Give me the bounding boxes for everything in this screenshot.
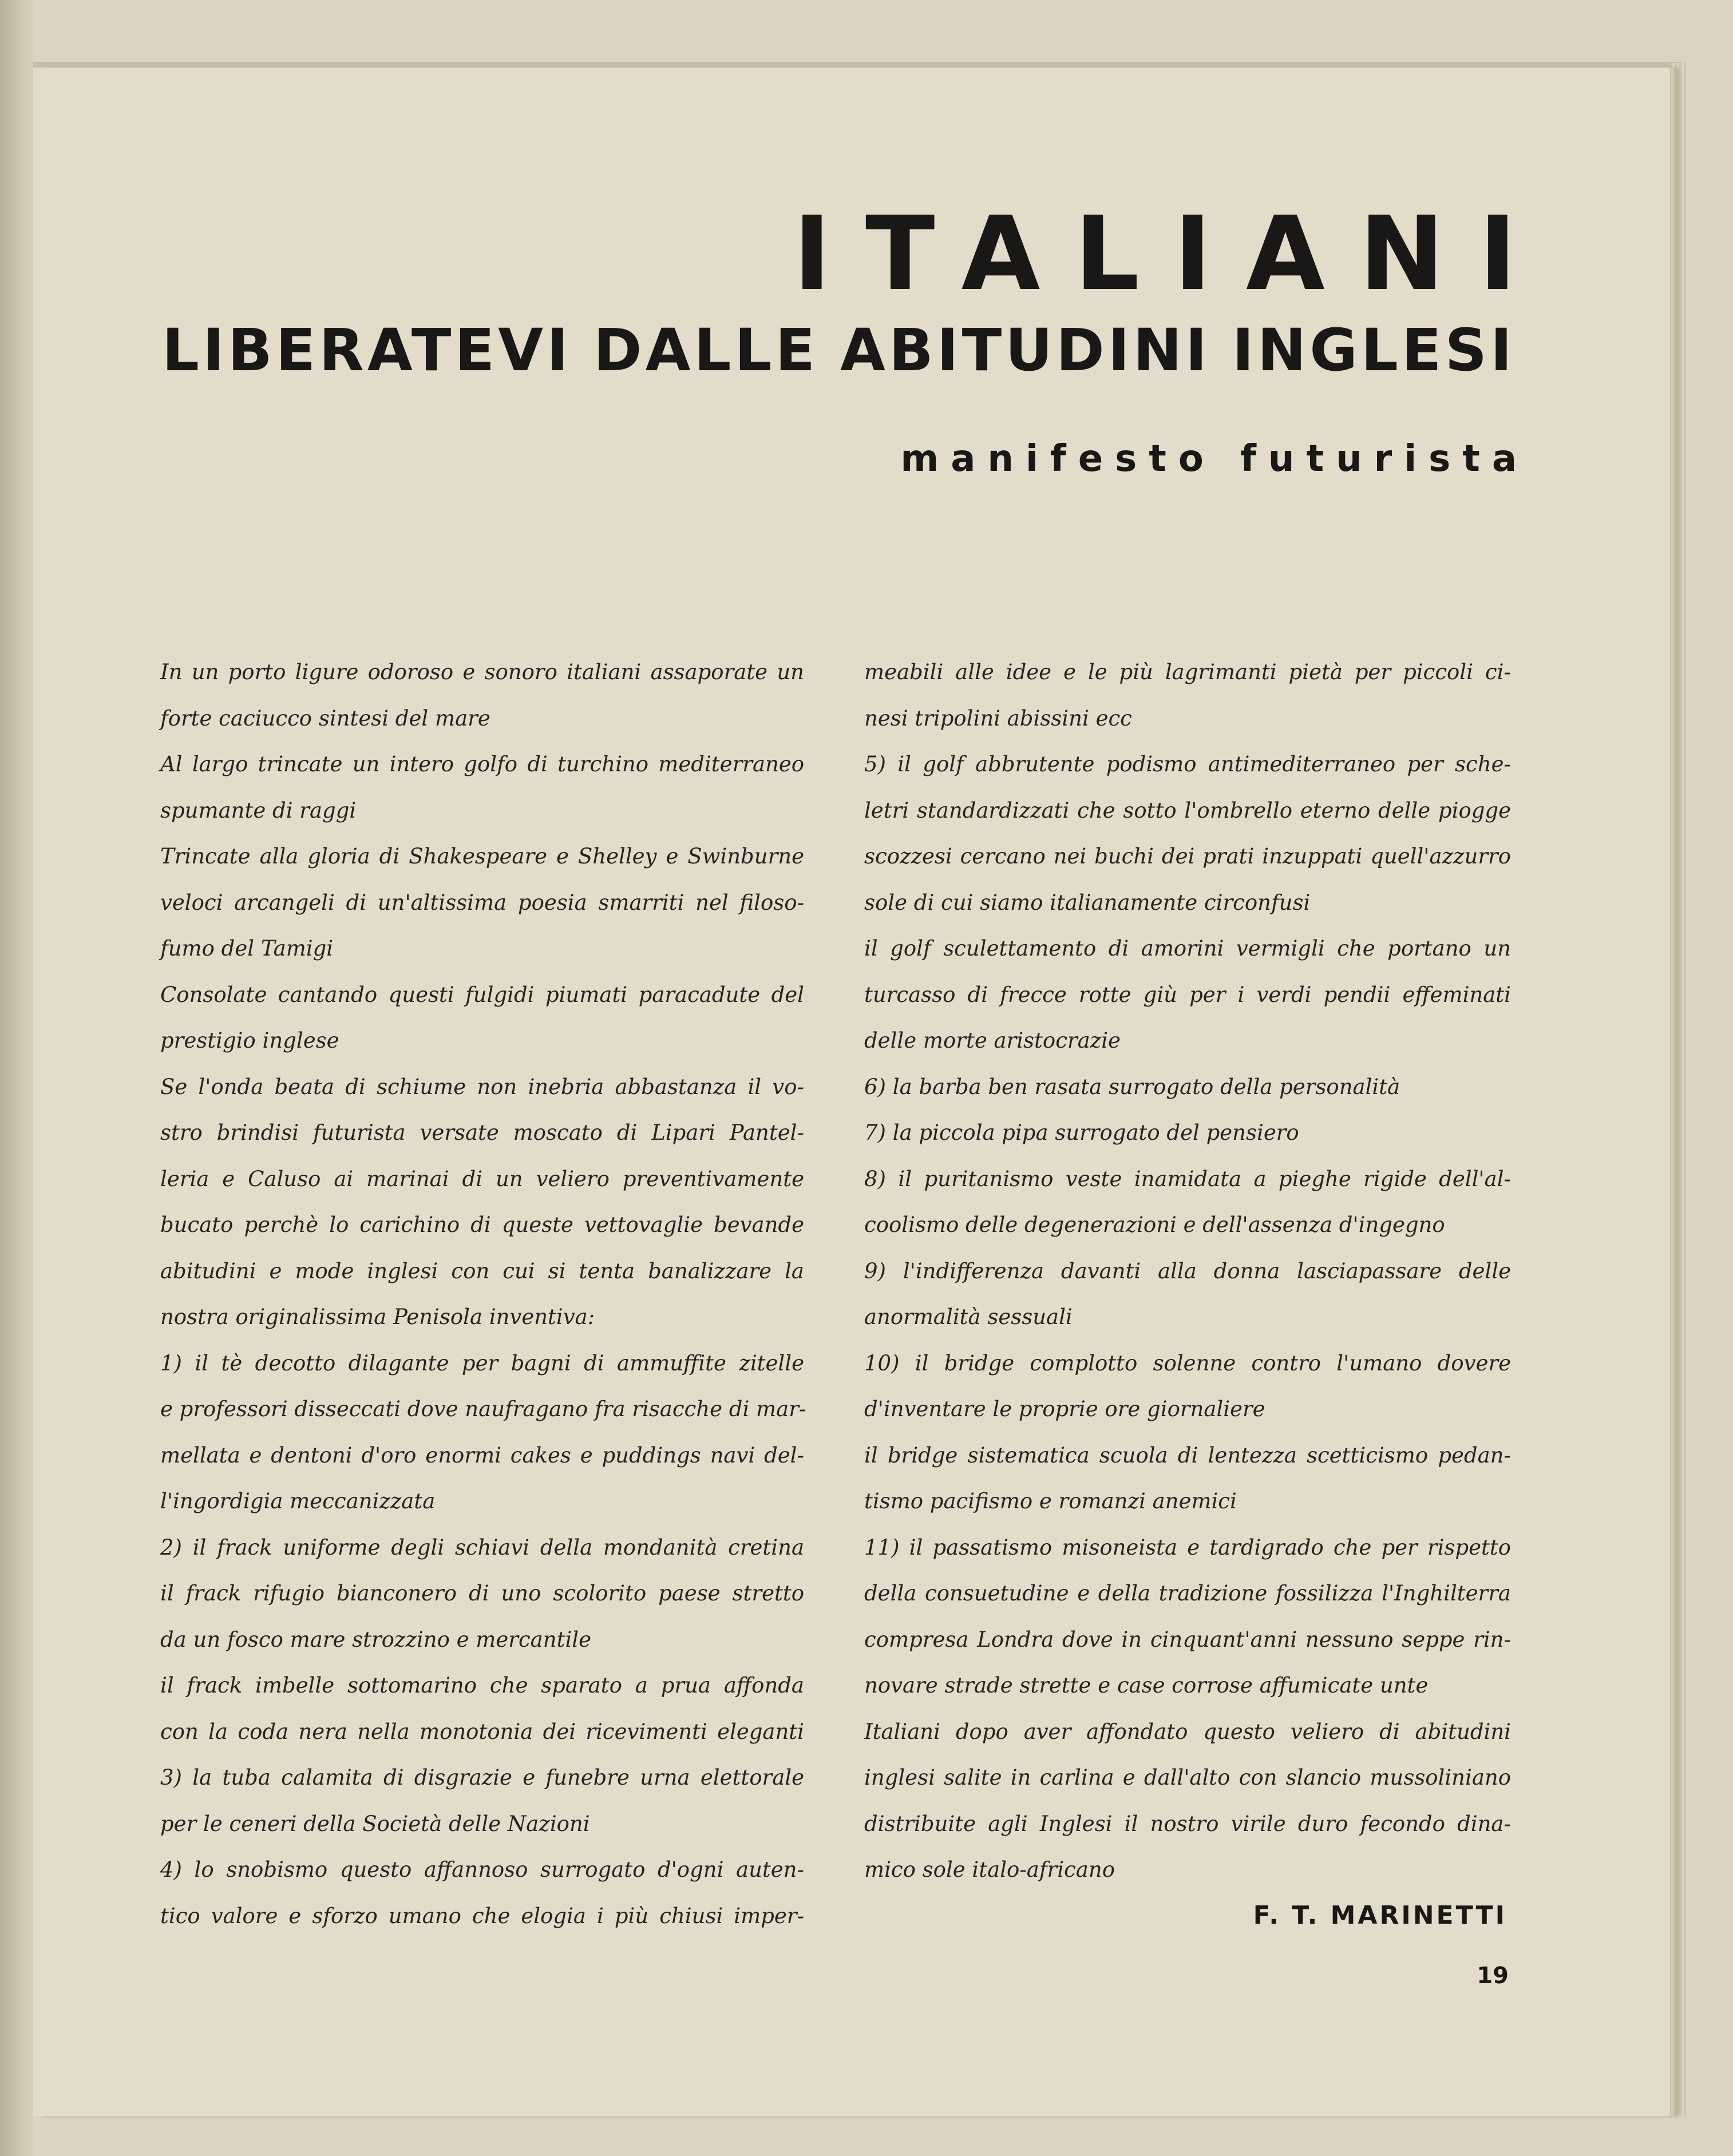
text-line: l'ingordigia meccanizzata [160,1489,436,1513]
text-line: 8) il puritanismo veste inamidata a pieghe rigide dell'al- [864,1166,1511,1191]
text-line: letri standardizzati che sotto l'ombrello eterno delle piogge [864,798,1511,823]
text-line: sole di cui siamo italianamente circonfusi [864,890,1311,915]
text-line: 10) il bridge complotto solenne contro l'umano dovere [864,1350,1511,1376]
text-line: inglesi salite in carlina e dall'alto con slancio mussoliniano [864,1765,1511,1790]
text-line: nesi tripolini abissini ecc [864,706,1132,731]
text-line: bucato perchè lo carichino di queste vettovaglie bevande [160,1212,804,1237]
body-column-left [160,649,804,1939]
article-kicker: manifesto futurista [900,438,1529,480]
text-line: mellata e dentoni d'oro enormi cakes e puddings navi del- [160,1442,804,1468]
page-stack-edge [1670,63,1687,2117]
text-line: da un fosco mare strozzino e mercantile [160,1627,592,1652]
text-line: e professori disseccati dove naufragano fra risacche di mar- [160,1397,806,1421]
subtitle-word: DALLE [593,316,819,385]
text-line: compresa Londra dove in cinquant'anni nessuno seppe rin- [864,1627,1511,1652]
text-line: 11) il passatismo misoneista e tardigrado che per rispetto [864,1535,1511,1560]
text-line: il golf sculettamento di amorini vermigli che portano un [864,936,1511,961]
text-line: 4) lo snobismo questo affannoso surrogato d'ogni auten- [160,1857,804,1882]
text-line: stro brindisi futurista versate moscato di Lipari Pantel- [160,1120,804,1145]
text-line: coolismo delle degenerazioni e dell'assenza d'ingegno [864,1212,1445,1237]
text-line: il frack imbelle sottomarino che sparato a prua affonda [160,1673,804,1698]
text-line: 5) il golf abbrutente podismo antimediterraneo per sche- [864,752,1511,776]
text-line: prestigio inglese [160,1028,339,1053]
text-line: leria e Caluso ai marinai di un veliero preventivamente [160,1166,804,1191]
text-line: per le ceneri della Società delle Nazioni [160,1811,590,1836]
text-line: fumo del Tamigi [160,936,334,961]
subtitle-word: INGLESI [1232,316,1516,385]
page-number: 19 [1477,1963,1509,1989]
text-line: Italiani dopo aver affondato questo veliero di abitudini [864,1719,1511,1744]
text-line: mico sole italo-africano [864,1857,1115,1882]
article-subtitle [162,316,1516,385]
text-line: della consuetudine e della tradizione fossilizza l'Inghilterra [864,1581,1511,1606]
subtitle-word: LIBERATEVI [162,316,572,385]
text-line: il bridge sistematica scuola di lentezza scetticismo pedan- [864,1442,1511,1468]
text-line: con la coda nera nella monotonia dei ricevimenti eleganti [160,1719,804,1744]
text-line: 1) il tè decotto dilagante per bagni di ammuffite zitelle [160,1350,804,1376]
text-line: veloci arcangeli di un'altissima poesia smarriti nel filoso- [160,890,804,915]
text-line: spumante di raggi [160,798,357,823]
text-line: 6) la barba ben rasata surrogato della personalità [864,1074,1400,1099]
text-line: il frack rifugio bianconero di uno scolorito paese stretto [160,1581,804,1606]
book-spine-shadow [0,0,33,2156]
text-line: 3) la tuba calamita di disgrazie e funebre urna elettorale [160,1765,804,1790]
text-line: Al largo trincate un intero golfo di turchino mediterraneo [160,752,804,776]
subtitle-word: ABITUDINI [840,316,1211,385]
article-title: ITALIANI [793,195,1551,313]
text-line: Consolate cantando questi fulgidi piumati paracadute del [160,982,804,1007]
text-line: In un porto ligure odoroso e sonoro italiani assaporate un [160,660,804,684]
text-line: delle morte aristocrazie [864,1028,1121,1053]
text-line: tico valore e sforzo umano che elogia i più chiusi imper- [160,1903,804,1928]
text-line: meabili alle idee e le più lagrimanti pietà per piccoli ci- [864,660,1511,684]
body-column-right [864,649,1511,1893]
text-line: 7) la piccola pipa surrogato del pensiero [864,1120,1299,1145]
text-line: d'inventare le proprie ore giornaliere [864,1397,1265,1421]
text-line: distribuite agli Inglesi il nostro virile duro fecondo dina- [864,1811,1511,1836]
text-line: scozzesi cercano nei buchi dei prati inzuppati quell'azzurro [864,844,1511,869]
author-signature: F. T. MARINETTI [1253,1901,1507,1930]
text-line: Trincate alla gloria di Shakespeare e Shelley e Swinburne [160,844,804,869]
text-line: tismo pacifismo e romanzi anemici [864,1489,1237,1513]
text-line: abitudini e mode inglesi con cui si tenta banalizzare la [160,1258,804,1283]
text-line: anormalità sessuali [864,1305,1073,1329]
text-line: 9) l'indifferenza davanti alla donna lasciapassare delle [864,1258,1511,1283]
text-line: nostra originalissima Penisola inventiva: [160,1305,595,1329]
text-line: novare strade strette e case corrose affumicate unte [864,1673,1429,1698]
text-line: 2) il frack uniforme degli schiavi della mondanità cretina [160,1535,804,1560]
text-line: turcasso di frecce rotte giù per i verdi pendii effeminati [864,982,1511,1007]
text-line: forte caciucco sintesi del mare [160,706,490,731]
text-line: Se l'onda beata di schiume non inebria abbastanza il vo- [160,1074,804,1099]
